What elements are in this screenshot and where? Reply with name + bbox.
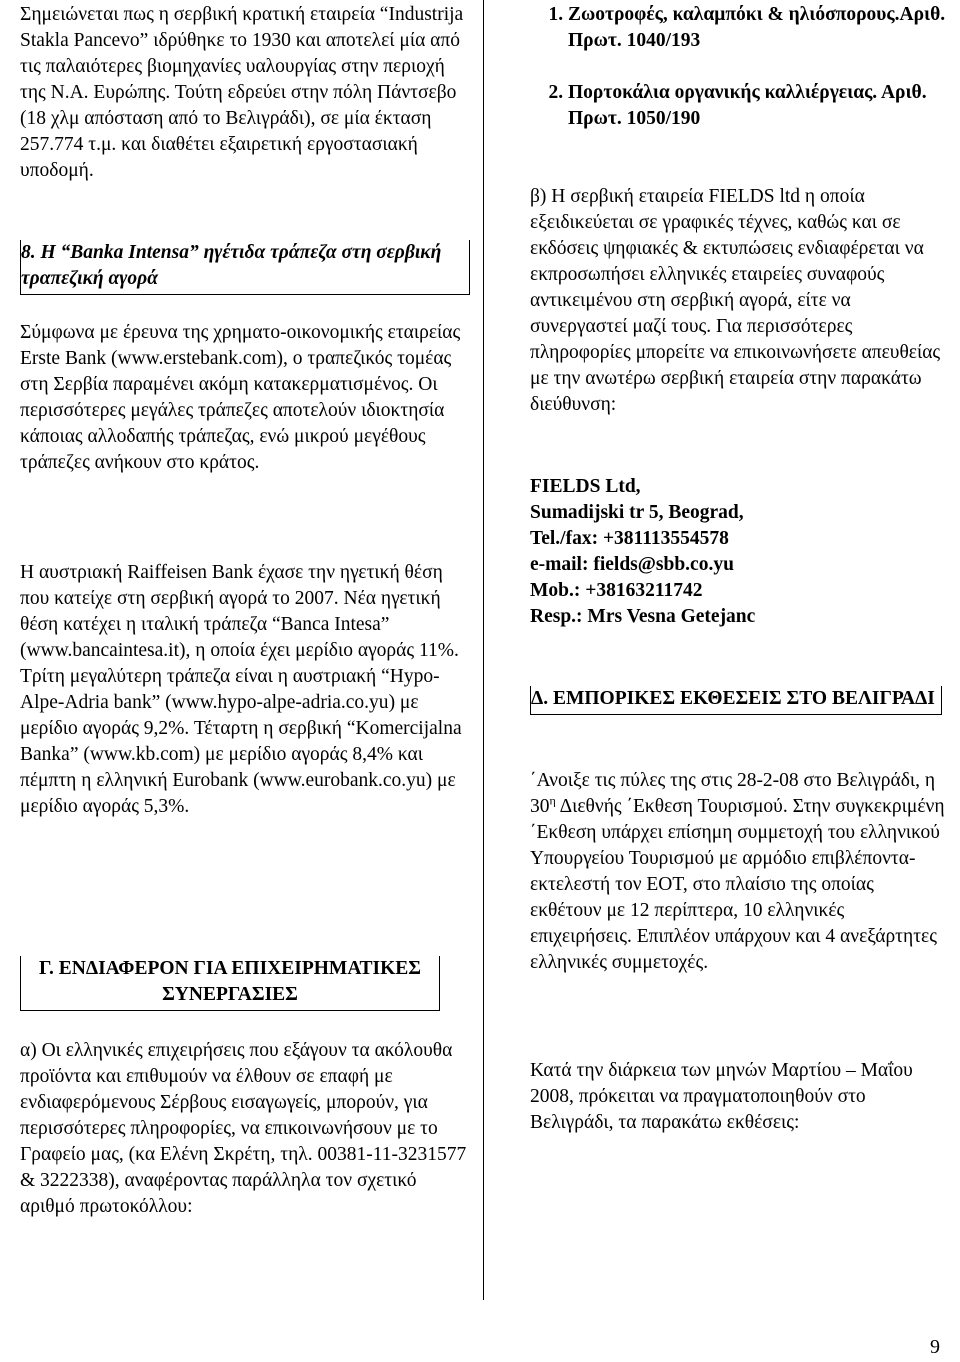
hypo-alpe-adria-link[interactable]: www.hypo-alpe-adria.co.yu (171, 692, 389, 713)
contact-responsible: Resp.: Mrs Vesna Getejanc (530, 606, 756, 627)
erste-paragraph: Σύμφωνα με έρευνα της χρηματο-οικονομικής εταιρείας Erste Bank (www.erstebank.com), ο τραπεζικός τομέας στη Σερβία παραμένει ακόμη κατακερματισμένος. Οι περισσότερες μεγάλες τράπεζες αποτελούν ιδιοκτησία κάποιας αλλοδαπής τράπεζας, ενώ μικρού μεγέθους τράπεζες ανήκουν στο κράτος. (20, 322, 461, 473)
paragraph-b: β) Η σερβική εταιρεία FIELDS ltd η οποία εξειδικεύεται σε γραφικές τέχνες, καθώς και σε εκδόσεις ψηφιακές & εκτυπώσεις ενδιαφέρεται να εκπροσωπήσει ελληνικές εταιρείες συναφούς αντικειμένου στη σερβική αγορά, είτε να συνεργαστεί μαζί τους. Για περισσότερες πληροφορίες μπορείτε να επικοινωνήσετε απευθείας με την ανωτέρω σερβική εταιρεία στην παρακάτω διεύθυνση: (530, 186, 941, 415)
contact-company: FIELDS Ltd, (530, 476, 641, 497)
fields-contact-block (530, 474, 755, 630)
paragraph-a: α) Οι ελληνικές επιχειρήσεις που εξάγουν τα ακόλουθα προϊόντα και επιθυμούν να έλθουν σε επαφή με ενδιαφερόμενους Σέρβους εισαγωγείς, μπορούν, για περισσότερες πληροφορίες, να επικοινωνήσουν με το Γραφείο μας, (κα Ελένη Σκρέτη, τηλ. 00381-11-3231577 & 3222338), αναφέροντας παράλληλα τον σχετικό αριθμό πρωτοκόλλου: (20, 1040, 467, 1217)
eurobank-link[interactable]: www.eurobank.co.yu (259, 770, 426, 791)
section-g-heading-text: Γ. ΕΝΔΙΑΦΕΡΟΝ ΓΙΑ ΕΠΙΧΕΙΡΗΜΑΤΙΚΕΣ ΣΥΝΕΡΓΑΣΙΕΣ (20, 956, 440, 1011)
tourism-expo-paragraph: ΄Ανοιξε τις πύλες της στις 28-2-08 στο Βελιγράδι, η $30^\eta$ Διεθνής ΄Εκθεση Τουρισμού. Στην συγκεκριμένη ΄Εκθεση υπάρχει επίσημη συμμετοχή του ελληνικού Υπουργείου Τουρισμού με αρμόδιο επιβλέποντα-εκτελεστή τον ΕΟΤ, στο πλαίσιο της οποίας εκθέτουν με 12 περίπτερα, 10 ελληνικές επιχειρήσεις. Επιπλέον υπάρχουν και 4 ανεξάρτητες ελληνικές συμμετοχές. (530, 770, 945, 973)
bancaintesa-link[interactable]: www.bancaintesa.it (26, 640, 180, 661)
column-divider (483, 0, 484, 1300)
march-may-paragraph: Κατά την διάρκεια των μηνών Μαρτίου – Μαΐου 2008, πρόκειται να πραγματοποιηθούν στο Βελιγράδι, τα παρακάτω εκθέσεις: (530, 1060, 913, 1133)
section-g-heading (20, 956, 440, 1011)
raiffeisen-paragraph: Η αυστριακή Raiffeisen Bank έχασε την ηγετική θέση που κατείχε στη σερβική αγορά το 2007. Νέα ηγετική θέση κατέχει η ιταλική τράπεζα “Banca Intesa” (www.bancaintesa.it), η οποία έχει μερίδιο αγοράς 11%. Τρίτη μεγαλύτερη τράπεζα είναι η αυστριακή “Hypo-Alpe-Adria bank” (www.hypo-alpe-adria.co.yu) με μερίδιο αγοράς 9,2%. Τέταρτη η σερβική “Komercijalna Banka” (www.kb.com) με μερίδιο αγοράς 8,4% και πέμπτη η ελληνική Eurobank (www.eurobank.co.yu) με μερίδιο αγοράς 5,3%. (20, 562, 462, 817)
product-list (530, 2, 960, 132)
contact-address: Sumadijski tr 5, Beograd, (530, 502, 744, 523)
erstebank-link[interactable]: www.erstebank.com (117, 348, 277, 369)
contact-mobile: Mob.: +38163211742 (530, 580, 703, 601)
list-item: 2. Πορτοκάλια οργανικής καλλιέργειας. Αριθ. Πρωτ. 1050/190 (568, 80, 960, 132)
section-8-heading-text: 8. Η “Banka Intensa” ηγέτιδα τράπεζα στη σερβική τραπεζική αγορά (20, 240, 470, 295)
section-8-heading (20, 240, 470, 295)
section-d-heading (530, 686, 942, 715)
kb-link[interactable]: www.kb.com (89, 744, 194, 765)
contact-telfax: Tel./fax: +381113554578 (530, 528, 729, 549)
contact-email[interactable]: e-mail: fields@sbb.co.yu (530, 554, 734, 575)
intro-paragraph: Σημειώνεται πως η σερβική κρατική εταιρεία “Industrija Stakla Pancevo” ιδρύθηκε το 1930 και αποτελεί μία από τις παλαιότερες βιομηχανίες υαλουργίας στην περιοχή της Ν.Α. Ευρώπης. Τούτη εδρεύει στην πόλη Πάντσεβο (18 χλμ απόσταση από το Βελιγράδι), σε μία έκταση 257.774 τ.μ. και διαθέτει εξαιρετική εργοστασιακή υποδομή. (20, 4, 464, 181)
section-d-heading-text: Δ. ΕΜΠΟΡΙΚΕΣ ΕΚΘΕΣΕΙΣ ΣΤΟ ΒΕΛΙΓΡΑΔΙ (530, 686, 942, 715)
list-item: 1. Ζωοτροφές, καλαμπόκι & ηλιόσπορους.Αριθ. Πρωτ. 1040/193 (568, 2, 960, 54)
page-number: 9 (930, 1336, 940, 1358)
